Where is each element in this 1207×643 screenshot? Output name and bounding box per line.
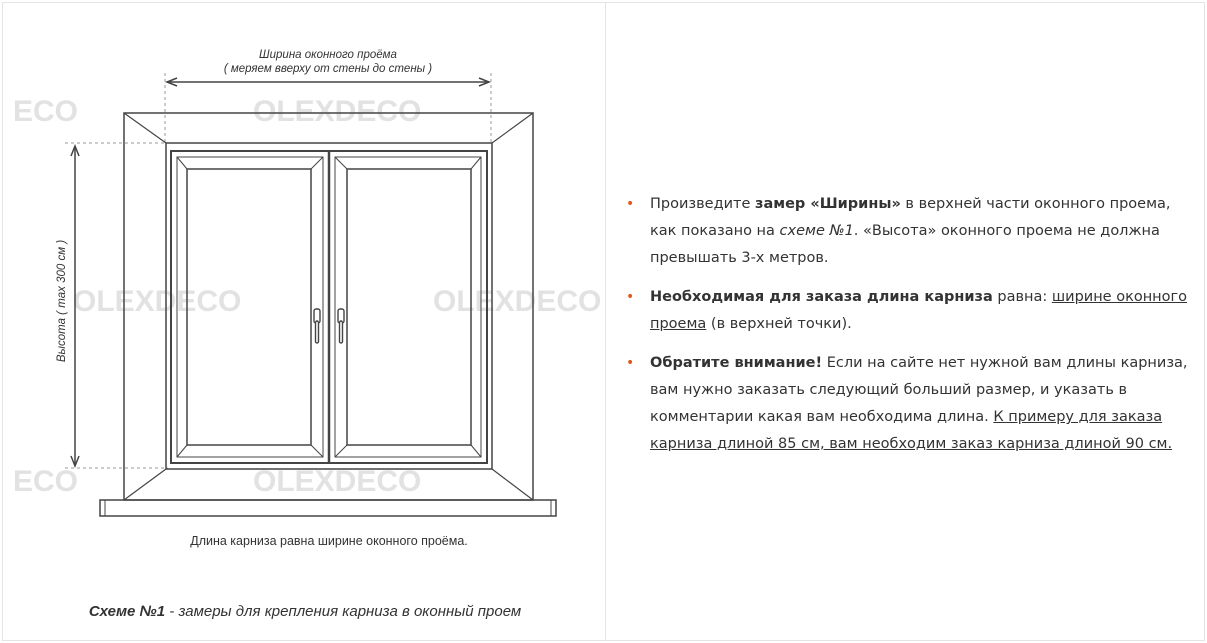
watermark-layer bbox=[13, 95, 601, 498]
watermark-bottom: OLEXDECO bbox=[253, 465, 422, 498]
caption-text: - замеры для крепления карниза в оконный проем bbox=[165, 603, 522, 620]
instruction-width-measure bbox=[626, 191, 1196, 272]
watermark-middle-right: OLEXDECO bbox=[433, 285, 602, 318]
instruction-emphasis: Обратите внимание! bbox=[650, 355, 823, 371]
window-measurement-diagram bbox=[3, 3, 607, 603]
instruction-underlined: ширине оконного проема bbox=[650, 289, 1188, 332]
bullet-icon: • bbox=[626, 355, 635, 371]
instruction-scheme-ref: схеме №1 bbox=[779, 223, 854, 239]
instructions-panel bbox=[606, 2, 1205, 641]
instruction-text: в верхней части оконного проема, как показано на bbox=[650, 196, 1171, 239]
instruction-text: (в верхней точки). bbox=[706, 316, 852, 332]
instruction-text: Если на сайте нет нужной вам длины карниза, вам нужно заказать следующий больший размер, и указать в комментарии какая вам необходима длина. bbox=[650, 355, 1188, 425]
diagram-caption bbox=[3, 603, 607, 620]
instruction-text: Произведите bbox=[650, 196, 756, 212]
width-arrow bbox=[167, 78, 489, 86]
instruction-emphasis: Необходимая для заказа длина карниза bbox=[650, 289, 993, 305]
instruction-text: равна: bbox=[992, 289, 1052, 305]
instruction-attention bbox=[626, 350, 1196, 458]
width-label-line1: Ширина оконного проёма bbox=[259, 49, 397, 61]
instruction-text: . «Высота» оконного проема не должна превышать 3-х метров. bbox=[650, 223, 1160, 266]
bullet-icon: • bbox=[626, 289, 635, 305]
height-label: Высота ( max 300 см ) bbox=[56, 239, 68, 363]
instruction-emphasis: замер «Ширины» bbox=[755, 196, 901, 212]
bullet-icon: • bbox=[626, 196, 635, 212]
watermark-bottom-left: ECO bbox=[13, 465, 79, 498]
caption-scheme-number: Схеме №1 bbox=[88, 603, 166, 620]
watermark-middle-left: OLEXDECO bbox=[73, 285, 242, 318]
watermark-top-left: ECO bbox=[13, 95, 79, 128]
cornice-length-note: Длина карниза равна ширине оконного проёма. bbox=[190, 534, 468, 548]
instructions-list bbox=[626, 191, 1196, 470]
instruction-example: К примеру для заказа карниза длиной 85 см, вам необходим заказ карниза длиной 90 см. bbox=[650, 409, 1173, 452]
instruction-cornice-length bbox=[626, 284, 1196, 338]
width-label-line2: ( меряем вверху от стены до стены ) bbox=[223, 63, 433, 75]
diagram-panel bbox=[2, 2, 606, 641]
watermark-top: OLEXDECO bbox=[253, 95, 422, 128]
